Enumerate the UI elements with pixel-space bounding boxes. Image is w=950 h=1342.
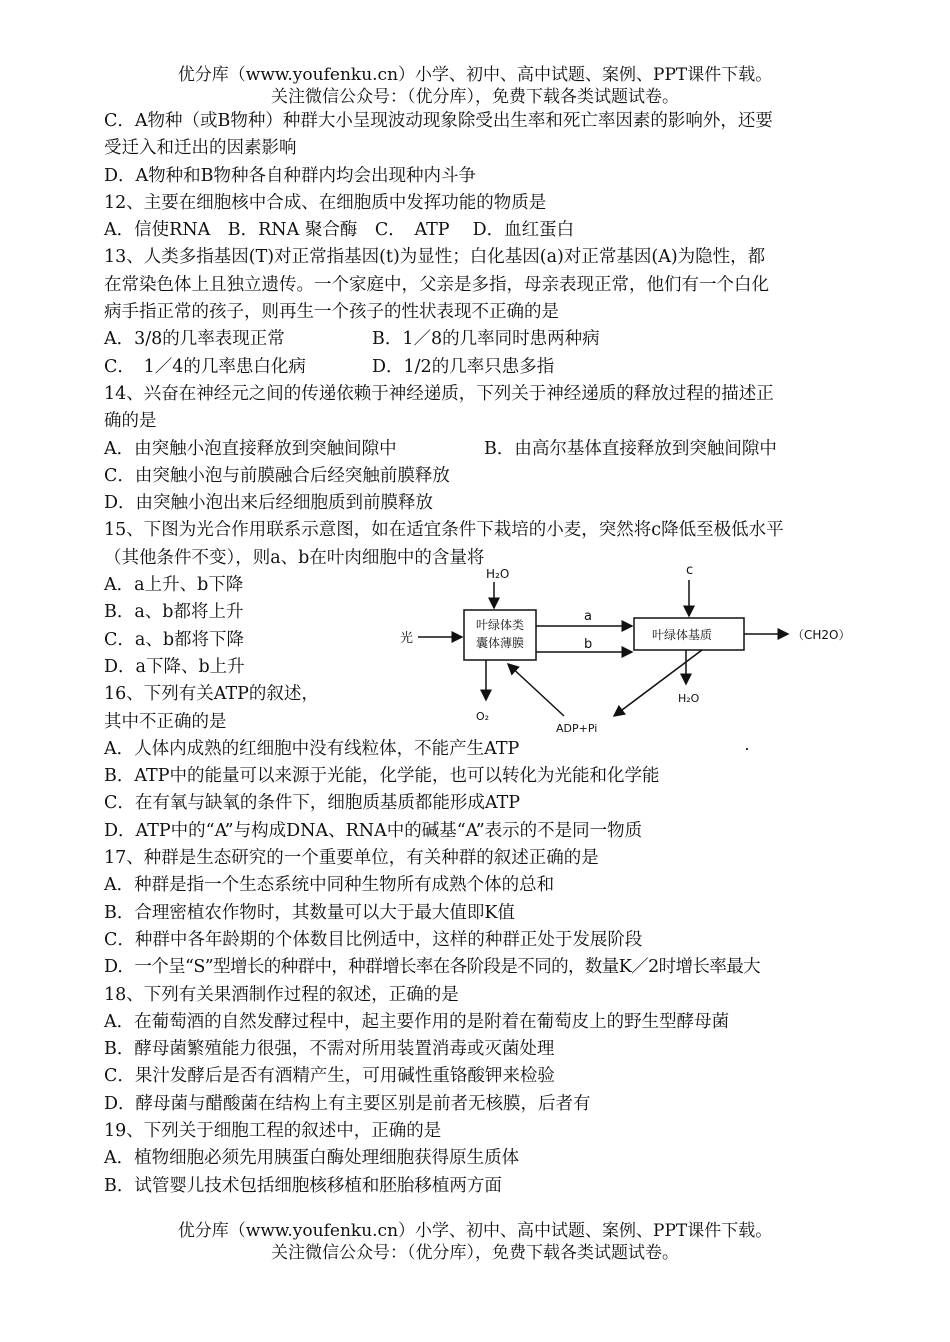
o2-label: O₂ xyxy=(476,710,490,723)
text-line: 在常染色体上且独立遗传。一个家庭中，父亲是多指，母亲表现正常，他们有一个白化 xyxy=(104,274,769,295)
text-line: C．果汁发酵后是否有酒精产生，可用碱性重铬酸钾来检验 xyxy=(104,1066,555,1087)
option-a: A．由突触小泡直接释放到突触间隙中 xyxy=(104,438,397,459)
h2o-bottom-label: H₂O xyxy=(678,692,700,705)
text-line: D．ATP中的“A”与构成DNA、RNA中的碱基“A”表示的不是同一物质 xyxy=(104,820,643,841)
text-line: 其中不正确的是 xyxy=(104,711,227,732)
text-line xyxy=(104,326,852,353)
text-line: C．a、b都将下降 xyxy=(104,629,245,650)
text-line: 确的是 xyxy=(104,411,157,432)
text-line xyxy=(104,436,852,463)
text-line: B．试管婴儿技术包括细胞核移植和胚胎移植两方面 xyxy=(104,1175,502,1196)
header-line-2: 关注微信公众号：（优分库），免费下载各类试题试卷。 xyxy=(271,87,679,107)
text-line: 17、种群是生态研究的一个重要单位，有关种群的叙述正确的是 xyxy=(104,848,599,869)
b-label: b xyxy=(584,637,593,652)
text-line: 13、人类多指基因(T)对正常指基因(t)为显性；白化基因(a)对正常基因(A)为隐性，都 xyxy=(104,247,766,268)
thylakoid-label-1: 叶绿体类 xyxy=(476,618,525,632)
option-d: D．1/2的几率只患多指 xyxy=(372,356,555,377)
text-line: D．a下降、b上升 xyxy=(104,656,245,677)
text-line: B．a、b都将上升 xyxy=(104,602,244,623)
option-a: A．3/8的几率表现正常 xyxy=(104,329,285,350)
text-line: A．在葡萄酒的自然发酵过程中，起主要作用的是附着在葡萄皮上的野生型酵母菌 xyxy=(104,1011,730,1032)
text-line: 病手指正常的孩子，则再生一个孩子的性状表现不正确的是 xyxy=(104,302,559,323)
footer-line-1: 优分库（www.youfenku.cn）小学、初中、高中试题、案例、PPT课件下载。 xyxy=(177,1221,773,1241)
footer-line-2: 关注微信公众号：（优分库），免费下载各类试题试卷。 xyxy=(271,1243,679,1263)
ch2o-label: （CH2O） xyxy=(792,628,851,642)
option-b: B．由高尔基体直接释放到突触间隙中 xyxy=(484,438,777,459)
text-line: 14、兴奋在神经元之间的传递依赖于神经递质，下列关于神经递质的释放过程的描述正 xyxy=(104,383,774,404)
stroma-label: 叶绿体基质 xyxy=(652,628,713,642)
text-line: 12、主要在细胞核中合成、在细胞质中发挥功能的物质是 xyxy=(104,192,547,213)
text-line: D．一个呈“S”型增长的种群中，种群增长率在各阶段是不同的，数量K／2时增长率最大 xyxy=(104,957,761,978)
text-line: 15、下图为光合作用联系示意图，如在适宜条件下栽培的小麦，突然将c降低至极低水平 xyxy=(104,520,784,541)
header-line-1: 优分库（www.youfenku.cn）小学、初中、高中试题、案例、PPT课件下载。 xyxy=(177,65,773,85)
option-c: C． 1／4的几率患白化病 xyxy=(104,356,306,377)
text-line: D．由突触小泡出来后经细胞质到前膜释放 xyxy=(104,493,434,514)
h2o-top-label: H₂O xyxy=(486,567,510,581)
c-label: c xyxy=(686,563,694,578)
light-label: 光 xyxy=(400,631,414,646)
text-line: 受迁入和迁出的因素影响 xyxy=(104,138,297,159)
text-line: （其他条件不变），则a、b在叶肉细胞中的含量将 xyxy=(104,547,485,568)
text-line: 18、下列有关果酒制作过程的叙述，正确的是 xyxy=(104,984,459,1005)
thylakoid-label-2: 囊体薄膜 xyxy=(476,636,525,650)
text-line: 16、下列有关ATP的叙述， xyxy=(104,684,319,705)
text-line: C．在有氧与缺氧的条件下，细胞质基质都能形成ATP xyxy=(104,793,521,814)
a-label: a xyxy=(584,609,592,624)
text-line: B．酵母菌繁殖能力很强，不需对所用装置消毒或灭菌处理 xyxy=(104,1039,555,1060)
photosynthesis-diagram xyxy=(396,560,866,740)
option-b: B．1／8的几率同时患两种病 xyxy=(372,329,600,350)
text-line: D．A物种和B物种各自种群内均会出现种内斗争 xyxy=(104,165,477,186)
stray-dot xyxy=(746,748,748,750)
text-line: C．种群中各年龄期的个体数目比例适中，这样的种群正处于发展阶段 xyxy=(104,929,643,950)
return-arrow xyxy=(614,650,702,716)
text-line xyxy=(104,354,852,381)
adp-arrow xyxy=(508,664,564,716)
text-line: A．a上升、b下降 xyxy=(104,575,244,596)
text-line: C．A物种（或B物种）种群大小呈现波动现象除受出生率和死亡率因素的影响外，还要 xyxy=(104,111,773,131)
text-line: C．由突触小泡与前膜融合后经突触前膜释放 xyxy=(104,465,450,486)
text-line: A．种群是指一个生态系统中同种生物所有成熟个体的总和 xyxy=(104,875,555,896)
adp-label: ADP+Pi xyxy=(556,722,598,735)
text-line: A．植物细胞必须先用胰蛋白酶处理细胞获得原生质体 xyxy=(104,1148,520,1169)
text-line: A．信使RNA B．RNA 聚合酶 C． ATP D．血红蛋白 xyxy=(104,220,575,241)
text-line: D．酵母菌与醋酸菌在结构上有主要区别是前者无核膜，后者有 xyxy=(104,1093,591,1114)
text-line: B．合理密植农作物时，其数量可以大于最大值即K值 xyxy=(104,902,515,923)
text-line: A．人体内成熟的红细胞中没有线粒体，不能产生ATP xyxy=(104,738,520,759)
text-line: B．ATP中的能量可以来源于光能，化学能，也可以转化为光能和化学能 xyxy=(104,766,660,787)
text-line: 19、下列关于细胞工程的叙述中，正确的是 xyxy=(104,1120,442,1141)
